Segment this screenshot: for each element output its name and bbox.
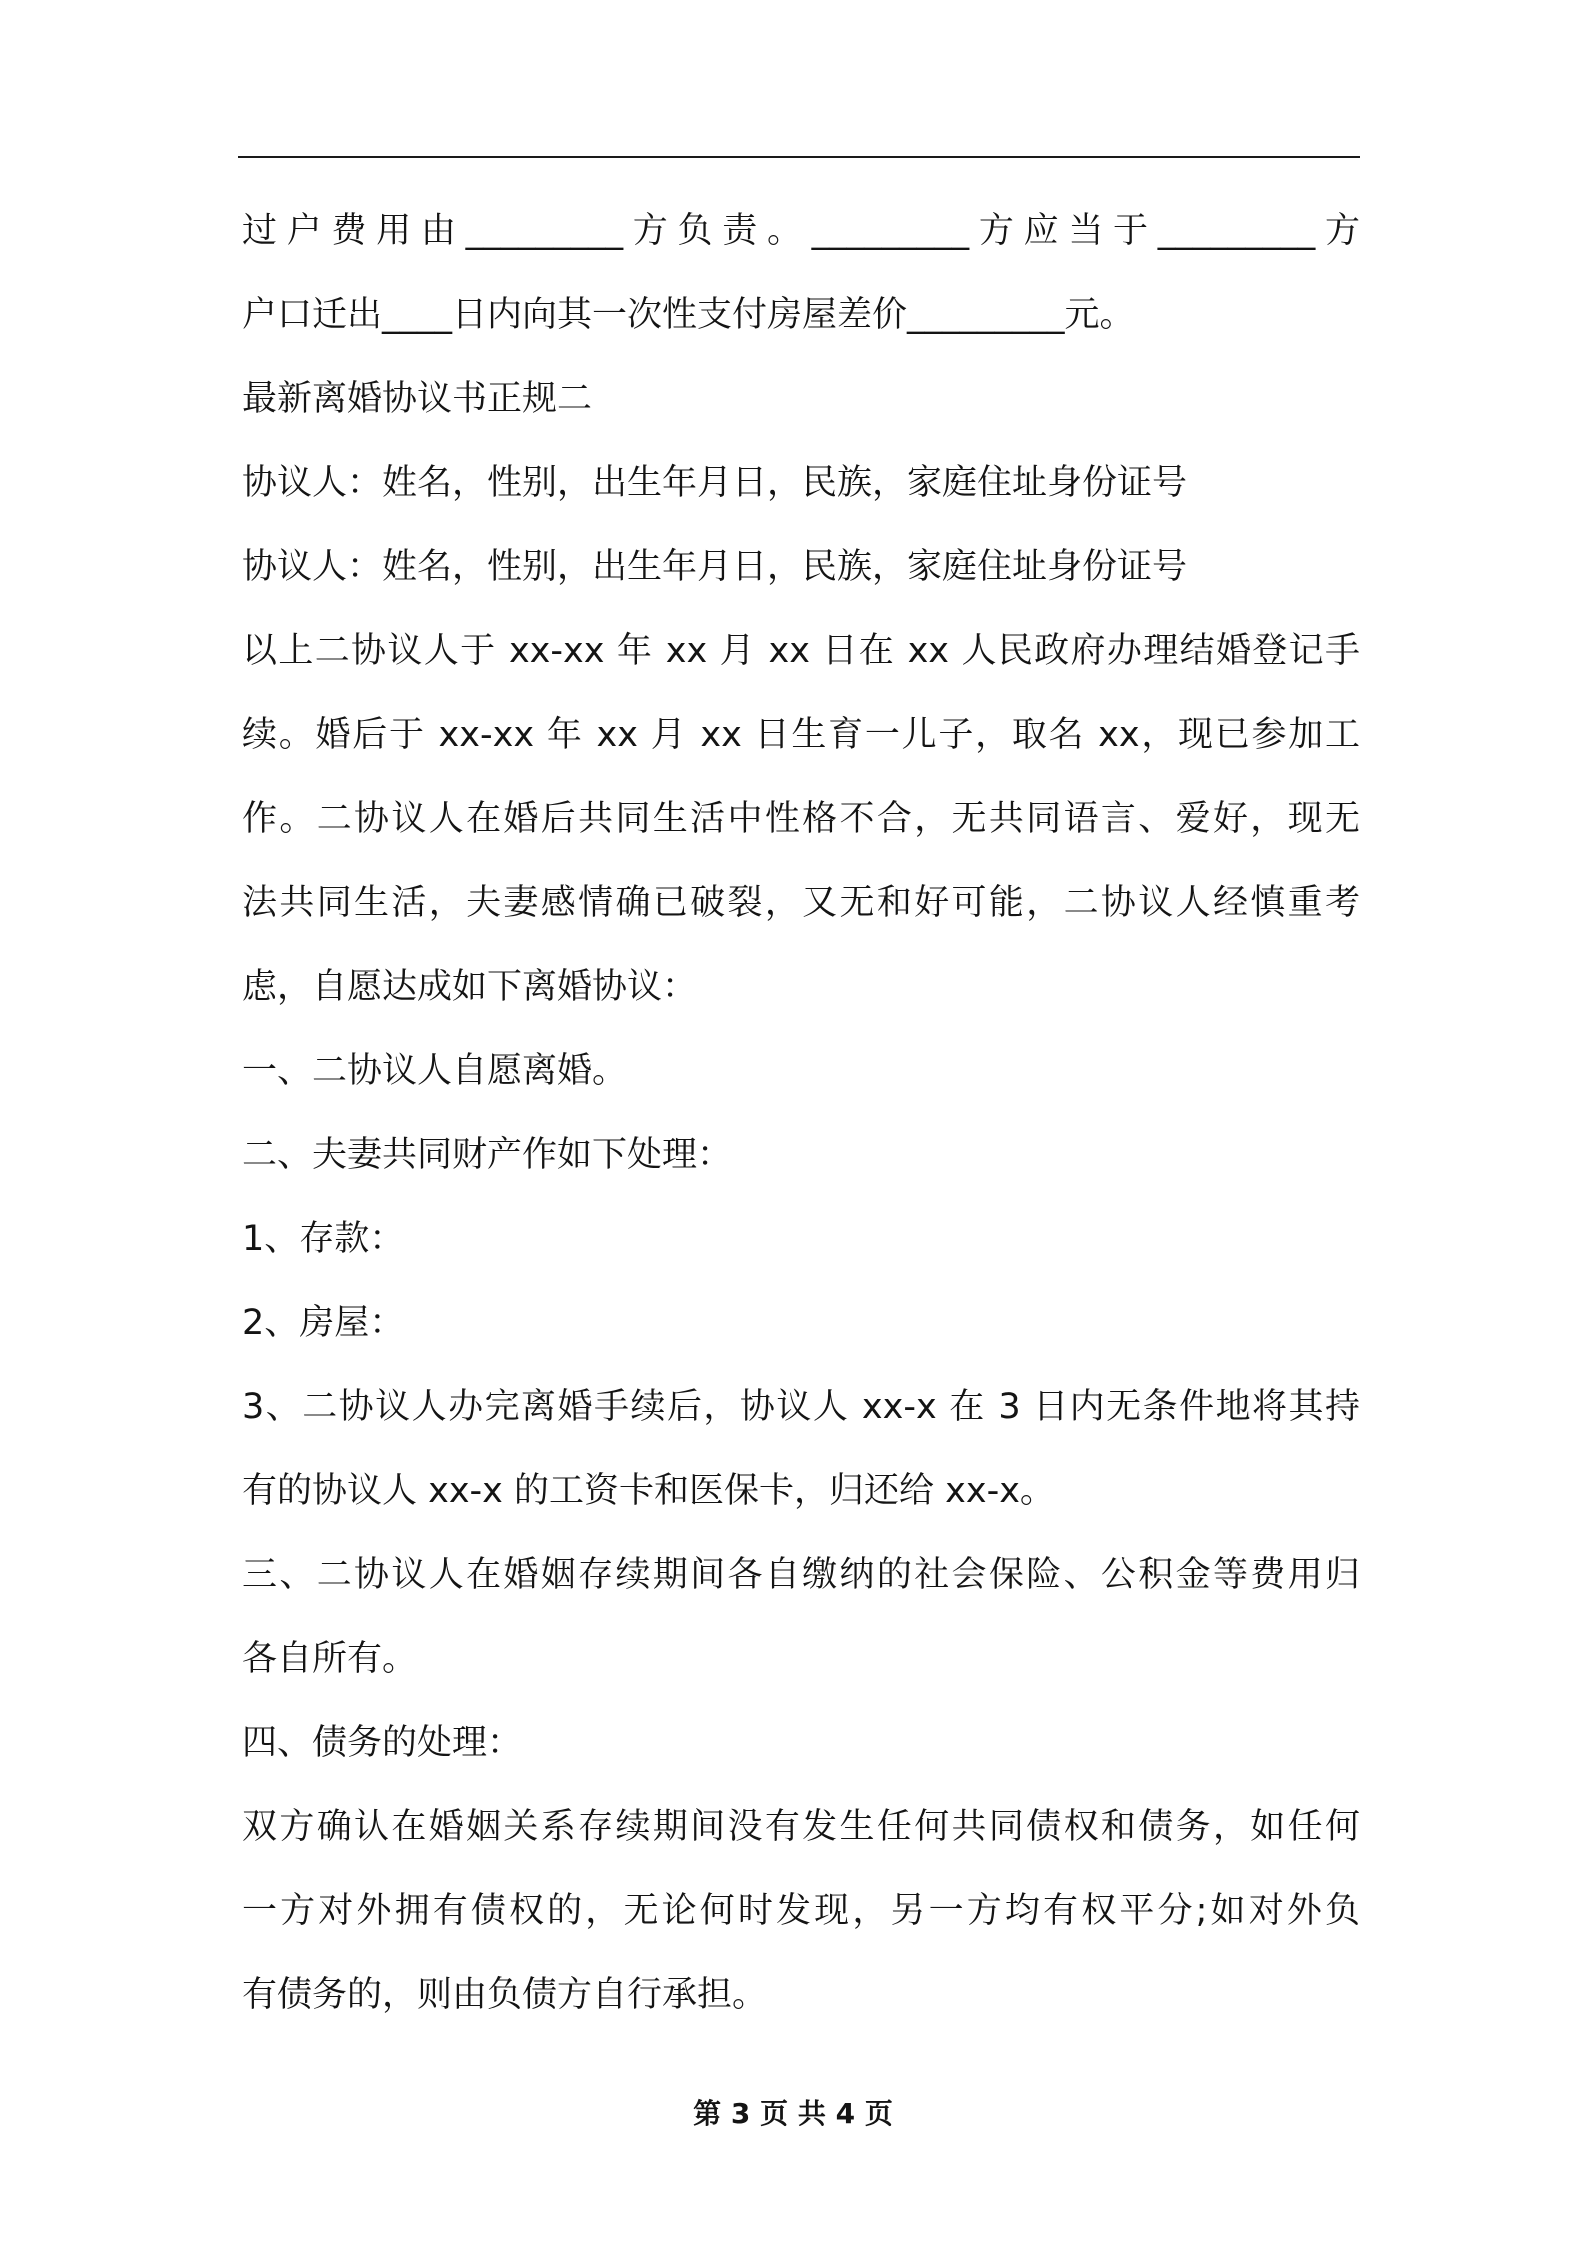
text-line: 作。二协议人在婚后共同生活中性格不合，无共同语言、爱好，现无: [242, 799, 1360, 839]
clause-heading: 二、夫妻共同财产作如下处理：: [242, 1135, 733, 1175]
text-line: 协议人：姓名，性别，出生年月日，民族，家庭住址身份证号: [242, 547, 1188, 587]
text-line: 户口迁出____日内向其一次性支付房屋差价_________元。: [242, 295, 1135, 335]
text-line: 双方确认在婚姻关系存续期间没有发生任何共同债权和债务，如任何: [242, 1807, 1360, 1847]
text-line: 法共同生活，夫妻感情确已破裂，又无和好可能，二协议人经慎重考: [242, 883, 1360, 923]
list-item: 2、房屋：: [242, 1303, 405, 1343]
document-body: [242, 201, 1360, 2049]
list-item: 1、存款：: [242, 1219, 405, 1259]
clause-heading: 一、二协议人自愿离婚。: [242, 1051, 628, 1091]
text-line: 有债务的，则由负债方自行承担。: [242, 1975, 768, 2015]
text-line: 过户费用由_________方负责。_________方应当于_________方: [242, 211, 1360, 251]
clause-heading: 四、债务的处理：: [242, 1723, 523, 1763]
text-line: 续。婚后于 xx-xx 年 xx 月 xx 日生育一儿子，取名 xx，现已参加工: [242, 715, 1360, 755]
header-rule: [238, 156, 1360, 158]
text-line: 有的协议人 xx-x 的工资卡和医保卡，归还给 xx-x。: [242, 1471, 1055, 1511]
text-line: 各自所有。: [242, 1639, 418, 1679]
page-number: 第 3 页 共 4 页: [693, 2097, 893, 2130]
text-line: 一方对外拥有债权的，无论何时发现，另一方均有权平分;如对外负: [242, 1891, 1360, 1931]
text-line: 虑，自愿达成如下离婚协议：: [242, 967, 698, 1007]
text-line: 以上二协议人于 xx-xx 年 xx 月 xx 日在 xx 人民政府办理结婚登记手: [242, 631, 1360, 671]
section-title: 最新离婚协议书正规二: [242, 379, 593, 419]
list-item: 3、二协议人办完离婚手续后，协议人 xx-x 在 3 日内无条件地将其持: [242, 1387, 1360, 1427]
clause-heading: 三、二协议人在婚姻存续期间各自缴纳的社会保险、公积金等费用归: [242, 1555, 1360, 1595]
text-line: 协议人：姓名，性别，出生年月日，民族，家庭住址身份证号: [242, 463, 1188, 503]
